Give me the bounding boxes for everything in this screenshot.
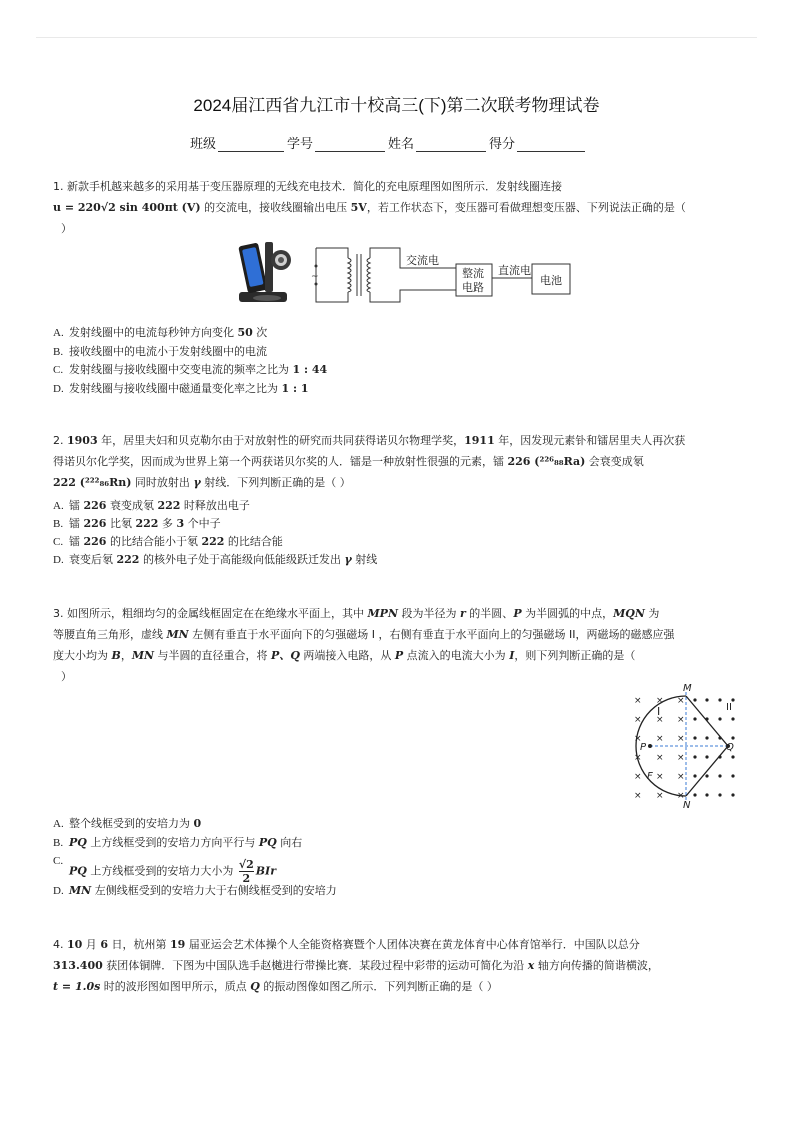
q2-option-b[interactable]: B. 镭 226 比氡 222 多 3 个中子 [53, 517, 221, 530]
field-out-of-page-mark [718, 698, 721, 701]
q4-line-1: 4. 10 月 6 日，杭州第 19 届亚运会艺术体操个人全能资格赛暨个人团体决赛在黄龙体育中心体育馆举行．中国队以总分 [53, 938, 640, 951]
q4-line-3: t = 1.0s 时的波形图如图甲所示，质点 Q 的振动图像如图乙所示．下列判断正确的是（ ） [53, 980, 498, 993]
question-3 [53, 603, 746, 687]
field-into-page-mark: × [634, 715, 642, 725]
field-out-of-page-mark [718, 774, 721, 777]
rectifier-label-2: 电路 [462, 281, 484, 294]
q2-line-2: 得诺贝尔化学奖，因而成为世界上第一个两获诺贝尔奖的人．镭是一种放射性很强的元素，镭 226 (²²⁶₈₈Ra) 会衰变成氡 [53, 455, 644, 468]
label-q: Q [726, 742, 734, 753]
field-out-of-page-mark [693, 793, 696, 796]
field-into-page-mark: × [677, 734, 685, 744]
q3-option-c-body: PQ 上方线框受到的安培力大小为 $\frac{√2}{2}$ BIr [69, 858, 276, 885]
field-out-of-page-mark [731, 755, 734, 758]
field-out-of-page-mark [731, 736, 734, 739]
ac-label: 交流电 [406, 254, 439, 267]
rectifier-label-1: 整流 [462, 267, 484, 280]
field-into-page-mark: × [677, 696, 685, 706]
fraction-denominator: 2 [242, 872, 251, 885]
label-n: N [683, 800, 691, 810]
score-label: 得分 [489, 137, 516, 152]
field-into-page-mark: × [656, 696, 664, 706]
field-out-of-page-mark [705, 774, 708, 777]
q2-option-d[interactable]: D. 衰变后氡 222 的核外电子处于高能级向低能级跃迁发出 γ 射线 [53, 553, 378, 566]
class-label: 班级 [190, 137, 217, 152]
q4-line-2: 313.400 获团体铜牌．下图为中国队选手赵樾进行带操比赛．某段过程中彩带的运动可简化为沿 x 轴方向传播的简谐横波， [53, 959, 659, 972]
dc-label: 直流电 [498, 264, 531, 277]
q1-formula: u = 220√2 sin 400πt (V) [53, 201, 201, 214]
field-out-of-page-mark [731, 774, 734, 777]
question-2 [53, 430, 746, 493]
q2-line-1: 2. 1903 年，居里夫妇和贝克勒尔由于对放射性的研究而共同获得诺贝尔物理学奖，1911 年，因发现元素钋和镭居里夫人再次获 [53, 434, 686, 447]
q3-line-3: 度大小均为 B，MN 与半圆的直径重合，将 P、Q 两端接入电路，从 P 点流入的电流大小为 I，则下列判断正确的是（ [53, 649, 636, 662]
field-into-page-mark: × [656, 791, 664, 801]
q3-option-d[interactable]: D. MN 左侧线框受到的安培力大于右侧线框受到的安培力 [53, 884, 337, 897]
score-blank[interactable] [517, 137, 585, 152]
q1-line-2: u = 220√2 sin 400πt (V) 的交流电，接收线圈输出电压 5V，若工作状态下，变压器可看做理想变压器、下列说法正确的是（ [53, 201, 686, 214]
field-out-of-page-mark [705, 736, 708, 739]
name-blank[interactable] [416, 137, 486, 152]
label-p: P [640, 742, 647, 753]
id-blank[interactable] [315, 137, 385, 152]
field-into-page-mark: × [634, 734, 642, 744]
q3-line-1: 3. 如图所示，粗细均匀的金属线框固定在在绝缘水平面上，其中 MPN 段为半径为 r 的半圆、P 为半圆弧的中点，MQN 为 [53, 607, 660, 620]
q3-option-c[interactable]: C. [53, 855, 64, 867]
charging-circuit-diagram [308, 240, 578, 310]
field-into-page-mark: × [634, 696, 642, 706]
q1-line-3: ） [61, 222, 72, 235]
field-into-page-mark: × [634, 791, 642, 801]
field-out-of-page-mark [705, 698, 708, 701]
q1-option-b[interactable]: B. 接收线圈中的电流小于发射线圈中的电流 [53, 345, 267, 358]
q3-line-4: ） [61, 670, 72, 683]
field-into-page-mark: × [677, 772, 685, 782]
label-m: M [683, 683, 692, 694]
ac-source-symbol: ~ [311, 272, 319, 282]
field-into-page-mark: × [634, 753, 642, 763]
q3-option-b[interactable]: B. PQ 上方线框受到的安培力方向平行与 PQ 向右 [53, 836, 303, 849]
q1-line-1: 1. 新款手机越来越多的采用基于变压器原理的无线充电技术．简化的充电原理图如图所示．发射线圈连接 [53, 180, 562, 193]
q1-option-d[interactable]: D. 发射线圈与接收线圈中磁通量变化率之比为 1 : 1 [53, 382, 309, 395]
radon-symbol: 222 (²²²₈₆Rn) [53, 476, 132, 489]
wireless-charger-image [233, 238, 297, 306]
field-out-of-page-mark [693, 717, 696, 720]
field-out-of-page-mark [705, 793, 708, 796]
radium-symbol: 226 (²²⁶₈₈Ra) [507, 455, 586, 468]
magnetic-field-figure [625, 680, 745, 810]
fraction-numerator: √2 [238, 858, 254, 871]
battery-label: 电池 [540, 274, 562, 287]
field-out-of-page-mark [693, 755, 696, 758]
name-label: 姓名 [388, 137, 415, 152]
field-out-of-page-mark [705, 755, 708, 758]
field-into-page-mark: × [656, 753, 664, 763]
field-out-of-page-mark [731, 717, 734, 720]
q2-option-c[interactable]: C. 镭 226 的比结合能小于氡 222 的比结合能 [53, 535, 283, 548]
field-into-page-mark: × [656, 772, 664, 782]
class-blank[interactable] [218, 137, 284, 152]
field-out-of-page-mark [731, 793, 734, 796]
q3-option-a[interactable]: A. 整个线框受到的安培力为 0 [53, 817, 202, 830]
field-out-of-page-mark [693, 736, 696, 739]
q1-option-a[interactable]: A. 发射线圈中的电流每秒钟方向变化 50 次 [53, 326, 268, 339]
label-region-i: I [657, 705, 661, 718]
field-into-page-mark: × [677, 753, 685, 763]
field-out-of-page-mark [693, 698, 696, 701]
q1-voltage: 5V [350, 201, 367, 214]
exam-title: 2024届江西省九江市十校高三(下)第二次联考物理试卷 [193, 96, 600, 115]
label-region-ii: II [726, 702, 732, 713]
student-info-fields [190, 133, 588, 152]
page-top-rule [36, 37, 757, 38]
q2-option-a[interactable]: A. 镭 226 衰变成氡 222 时释放出电子 [53, 499, 250, 512]
q2-line-3: 222 (²²²₈₆Rn) 同时放射出 γ 射线．下列判断正确的是（ ） [53, 476, 351, 489]
label-f: F [647, 771, 653, 782]
field-into-page-mark: × [656, 715, 664, 725]
field-into-page-mark: × [677, 715, 685, 725]
question-1 [53, 176, 746, 239]
field-into-page-mark: × [634, 772, 642, 782]
field-into-page-mark: × [677, 791, 685, 801]
question-4 [53, 934, 746, 997]
id-label: 学号 [287, 137, 314, 152]
field-out-of-page-mark [718, 793, 721, 796]
field-out-of-page-mark [718, 717, 721, 720]
q1-option-c[interactable]: C. 发射线圈与接收线圈中交变电流的频率之比为 1 : 44 [53, 363, 328, 376]
q3-line-2: 等腰直角三角形，虚线 MN 左侧有垂直于水平面向下的匀强磁场 I ，右侧有垂直于水平面向上的匀强磁场 II，两磁场的磁感应强 [53, 628, 675, 641]
field-into-page-mark: × [656, 734, 664, 744]
field-out-of-page-mark [693, 774, 696, 777]
